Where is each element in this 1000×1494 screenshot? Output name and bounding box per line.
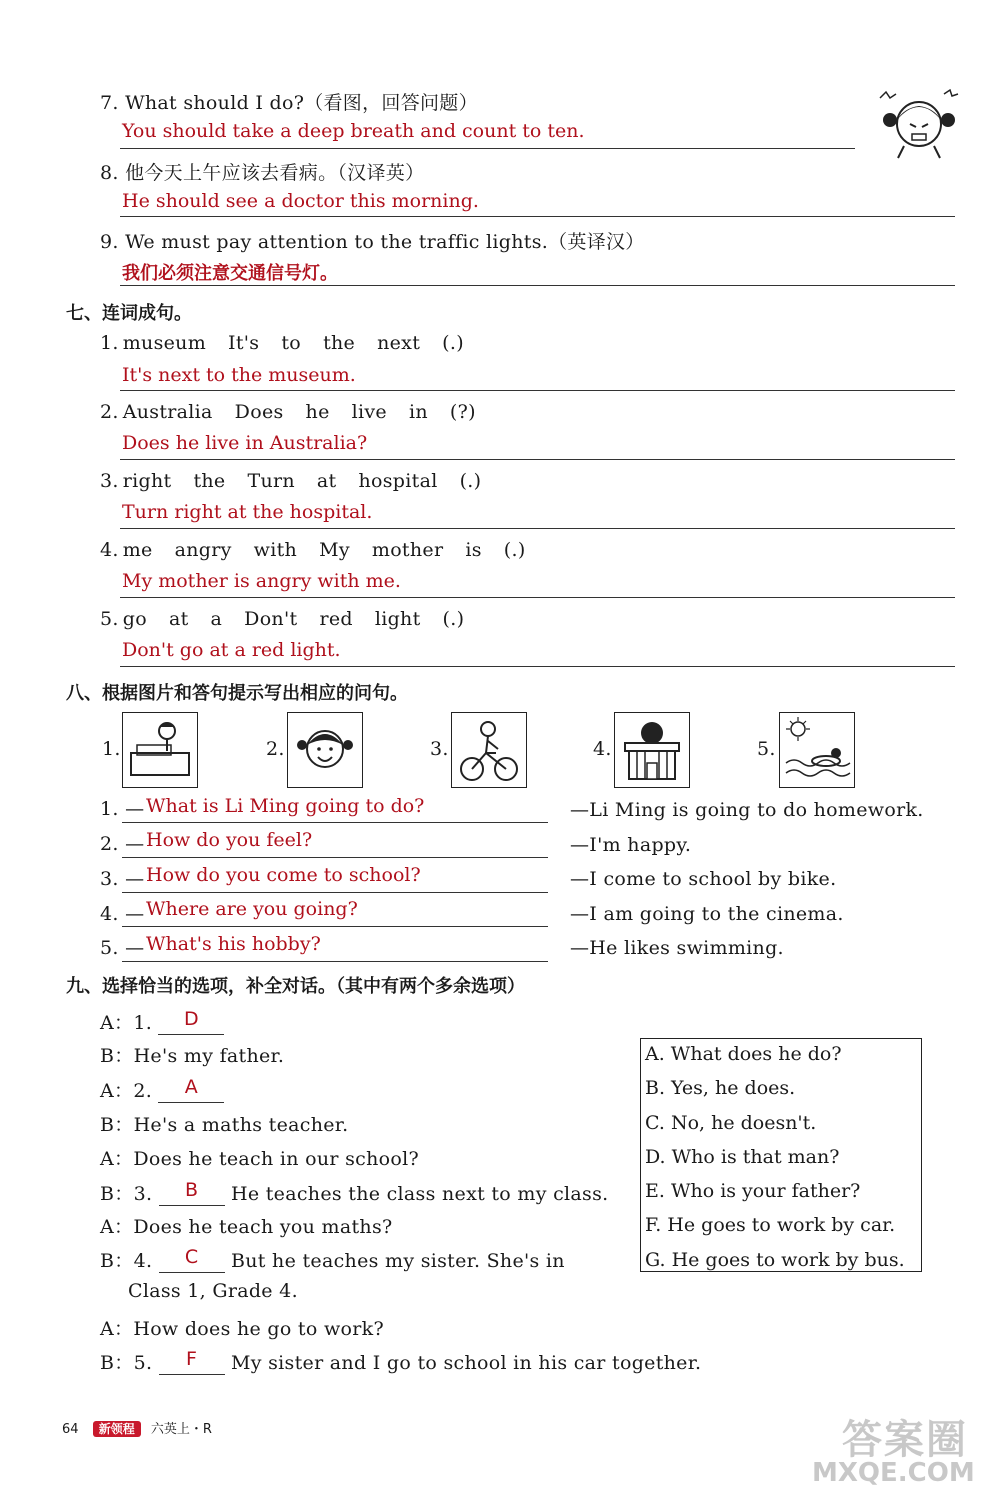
word: light (374, 608, 421, 630)
row-number: 5. — (100, 937, 145, 959)
answer-7-3: Turn right at the hospital. (122, 501, 373, 523)
answer-line (120, 597, 955, 598)
part8-row-5 (100, 937, 144, 959)
reply-1: —Li Ming is going to do homework. (570, 799, 924, 821)
word: to (281, 332, 302, 354)
word: Australia (122, 401, 213, 423)
blank (159, 1179, 225, 1206)
word: go (122, 608, 147, 630)
item-number: 1. (100, 332, 119, 354)
swimmer-icon (779, 712, 855, 788)
word: at (316, 470, 337, 492)
option-d: D. Who is that man? (645, 1145, 840, 1168)
answer-7-1: It's next to the museum. (122, 364, 356, 386)
option-b: B. Yes, he does. (645, 1077, 796, 1100)
answer-line (122, 926, 548, 927)
speaker: A： (100, 1148, 134, 1170)
answer-line (120, 666, 955, 667)
item-number: 5. (100, 608, 119, 630)
speaker: A： (100, 1012, 134, 1034)
question-answer-5: What's his hobby? (146, 933, 321, 955)
dialogue-line-8 (100, 1246, 565, 1273)
dialogue-line-3 (100, 1076, 224, 1103)
question-answer-2: How do you feel? (146, 829, 313, 851)
watermark-url: MXQE.COM (812, 1458, 975, 1488)
dialogue-text: My sister and I go to school in his car together. (230, 1352, 702, 1374)
word: is (465, 539, 482, 561)
watermark-logo: 答案圈 (842, 1417, 968, 1463)
dialogue-line-1 (100, 1008, 224, 1035)
dialogue-text: He teaches the class next to my class. (230, 1183, 609, 1205)
row-number: 3. — (100, 868, 145, 890)
picture-number: 3. (430, 738, 449, 760)
dialogue-line-5 (100, 1144, 419, 1171)
word: the (193, 470, 226, 492)
dialogue-text: Class 1, Grade 4. (128, 1280, 298, 1302)
answer-7-5: Don't go at a red light. (122, 639, 341, 661)
answer-7-4: My mother is angry with me. (122, 570, 401, 592)
part7-title: 七、连词成句。 (66, 303, 192, 324)
word: next (377, 332, 421, 354)
option-e: E. Who is your father? (645, 1180, 861, 1203)
option-c: C. No, he doesn't. (645, 1111, 817, 1134)
word-list-5 (100, 608, 486, 630)
answer-line (122, 822, 548, 823)
dialogue-text: 5. (133, 1352, 153, 1374)
word: red (319, 608, 353, 630)
option-a: A. What does he do? (645, 1043, 842, 1065)
bike-rider-icon (451, 712, 527, 788)
part9-title: 九、选择恰当的选项，补全对话。（其中有两个多余选项） (66, 976, 525, 997)
word: It's (228, 332, 260, 354)
speaker: A： (100, 1216, 134, 1238)
answer-9: 我们必须注意交通信号灯。 (122, 263, 338, 284)
row-number: 4. — (100, 903, 145, 925)
question-8: 8. 他今天上午应该去看病。（汉译英） (100, 162, 425, 184)
angry-girl-icon (874, 84, 964, 164)
word: at (168, 608, 189, 630)
dialogue-text: 4. (133, 1250, 153, 1272)
part8-row-3 (100, 868, 144, 890)
reply-4: —I am going to the cinema. (570, 903, 844, 925)
answer-line (122, 857, 548, 858)
word: (.) (442, 608, 465, 630)
item-number: 3. (100, 470, 119, 492)
word: right (122, 470, 172, 492)
answer-line (122, 892, 548, 893)
option-f: F. He goes to work by car. (645, 1214, 896, 1237)
part8-row-4 (100, 903, 144, 925)
answer-7-2: Does he live in Australia? (122, 432, 368, 454)
dialogue-line-7 (100, 1212, 392, 1239)
dialogue-text: He's my father. (133, 1045, 285, 1067)
word: hospital (358, 470, 438, 492)
speaker: B： (100, 1250, 134, 1272)
picture-number: 1. (102, 738, 121, 760)
word-list-1 (100, 332, 486, 354)
blank-answer: B (184, 1179, 199, 1201)
word: (.) (503, 539, 526, 561)
book-label: 六英上・R (150, 1422, 212, 1437)
item-number: 4. (100, 539, 119, 561)
word: live (351, 401, 387, 423)
dialogue-line-6 (100, 1179, 608, 1206)
word: mother (371, 539, 444, 561)
answer-line (120, 528, 955, 529)
blank (158, 1076, 224, 1103)
speaker: B： (100, 1045, 134, 1067)
page-footer (62, 1418, 212, 1437)
word: Don't (244, 608, 298, 630)
dialogue-line-4 (100, 1110, 348, 1137)
student-desk-icon (122, 712, 198, 788)
word: Does (234, 401, 284, 423)
word: (.) (459, 470, 482, 492)
speaker: B： (100, 1352, 134, 1374)
word: (?) (449, 401, 476, 423)
word: me (122, 539, 153, 561)
dialogue-text: 2. (133, 1080, 153, 1102)
word: My (319, 539, 350, 561)
word: the (323, 332, 356, 354)
page-number: 64 (62, 1422, 79, 1437)
blank-answer: A (184, 1076, 199, 1098)
word-list-2 (100, 401, 498, 423)
word-list-3 (100, 470, 503, 492)
row-number: 2. — (100, 833, 145, 855)
options-box (640, 1038, 922, 1272)
part8-row-2 (100, 833, 144, 855)
item-number: 2. (100, 401, 119, 423)
dialogue-text: Does he teach you maths? (133, 1216, 393, 1238)
dialogue-line-2 (100, 1041, 284, 1068)
row-number: 1. — (100, 798, 145, 820)
blank-answer: D (183, 1008, 199, 1030)
answer-line (122, 961, 548, 962)
dialogue-text: He's a maths teacher. (133, 1114, 349, 1136)
question-9: 9. We must pay attention to the traffic lights.（英译汉） (100, 231, 645, 253)
word-list-4 (100, 539, 548, 561)
speaker: A： (100, 1080, 134, 1102)
reply-2: —I'm happy. (570, 834, 692, 856)
dialogue-line-10 (100, 1314, 384, 1341)
cinema-building-icon (614, 712, 690, 788)
reply-3: —I come to school by bike. (570, 868, 837, 890)
word: (.) (442, 332, 464, 354)
word: angry (174, 539, 232, 561)
dialogue-text: How does he go to work? (133, 1318, 384, 1340)
dialogue-text: Does he teach in our school? (133, 1148, 419, 1170)
picture-number: 5. (757, 738, 776, 760)
part8-row-1 (100, 798, 144, 820)
dialogue-text: 3. (133, 1183, 153, 1205)
picture-number: 2. (266, 738, 285, 760)
word: he (305, 401, 330, 423)
question-answer-4: Where are you going? (146, 898, 358, 920)
question-answer-3: How do you come to school? (146, 864, 421, 886)
blank (158, 1008, 224, 1035)
answer-line (120, 459, 955, 460)
dialogue-line-11 (100, 1348, 701, 1375)
blank-answer: F (186, 1348, 198, 1370)
word: in (408, 401, 428, 423)
blank (159, 1348, 225, 1375)
speaker: B： (100, 1183, 134, 1205)
picture-number: 4. (593, 738, 612, 760)
speaker: A： (100, 1318, 134, 1340)
reply-5: —He likes swimming. (570, 937, 784, 959)
option-g: G. He goes to work by bus. (645, 1248, 905, 1271)
answer-line (120, 285, 955, 286)
blank-answer: C (184, 1246, 199, 1268)
answer-line (120, 216, 955, 217)
answer-7: You should take a deep breath and count to ten. (122, 120, 585, 142)
answer-line (120, 390, 955, 391)
dialogue-text: 1. (133, 1012, 153, 1034)
question-answer-1: What is Li Ming going to do? (146, 795, 425, 817)
speaker: B： (100, 1114, 134, 1136)
answer-line (120, 148, 855, 149)
dialogue-text: But he teaches my sister. She's in (230, 1250, 565, 1272)
blank (159, 1246, 225, 1273)
word: Turn (247, 470, 295, 492)
question-7: 7. What should I do?（看图，回答问题） (100, 92, 478, 114)
part8-title: 八、根据图片和答句提示写出相应的问句。 (66, 683, 408, 704)
word: museum (122, 332, 207, 354)
happy-girl-icon (287, 712, 363, 788)
dialogue-line-9 (128, 1280, 298, 1302)
brand-logo: 新领程 (93, 1421, 141, 1437)
word: a (210, 608, 223, 630)
answer-8: He should see a doctor this morning. (122, 190, 479, 212)
word: with (253, 539, 298, 561)
